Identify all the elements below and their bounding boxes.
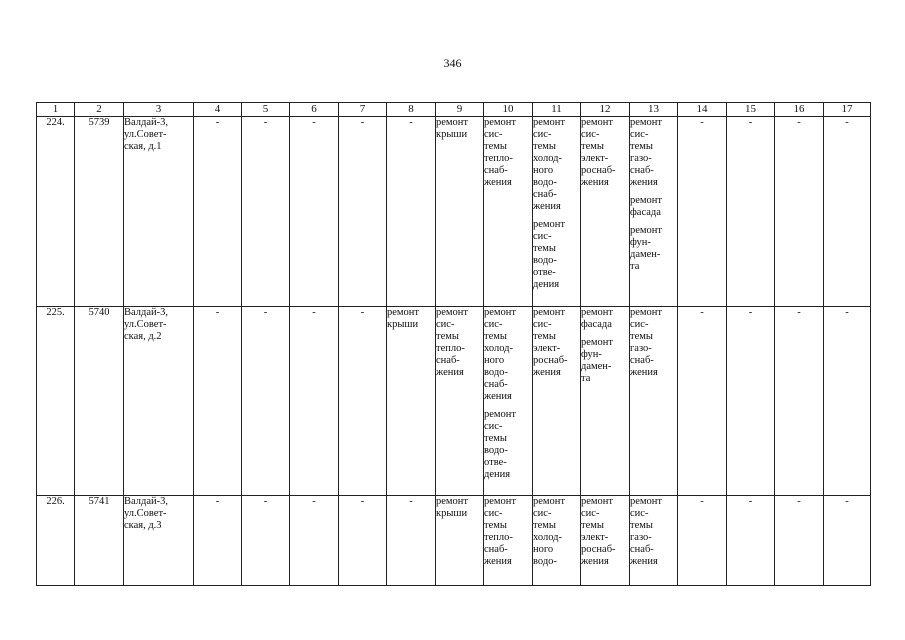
column-header: 9 [436, 103, 484, 117]
column-header: 11 [533, 103, 581, 117]
column-header: 8 [387, 103, 436, 117]
work-cell [533, 496, 581, 586]
row-code: 5741 [75, 496, 124, 586]
work-item: ремонт сис- темы водо- отве- дения [484, 409, 517, 480]
cell-dash: - [290, 117, 339, 307]
column-header: 2 [75, 103, 124, 117]
column-header: 16 [775, 103, 824, 117]
work-item: ремонт фасада [581, 307, 614, 330]
work-item: ремонт сис- темы газо- снаб- жения [630, 496, 663, 567]
work-item: ремонт сис- темы газо- снаб- жения [630, 117, 663, 188]
work-item: ремонт сис- темы тепло- снаб- жения [484, 496, 517, 567]
cell-dash: - [290, 307, 339, 496]
column-header: 3 [124, 103, 194, 117]
work-item: ремонт сис- темы холод- ного водо- снаб- жения [484, 307, 517, 402]
work-item: ремонт сис- темы элект- роснаб- жения [581, 496, 616, 567]
cell-dash: - [678, 307, 727, 496]
cell-dash: - [242, 496, 290, 586]
cell-dash: - [824, 496, 871, 586]
cell-dash: - [775, 117, 824, 307]
cell-dash: - [775, 307, 824, 496]
row-number: 225. [37, 307, 75, 496]
work-cell [630, 307, 678, 496]
work-item: ремонт фун- дамен- та [581, 337, 614, 384]
cell-dash: - [194, 117, 242, 307]
work-cell [581, 117, 630, 307]
row-code: 5739 [75, 117, 124, 307]
header-row [37, 103, 871, 117]
column-header: 5 [242, 103, 290, 117]
work-item: ремонт сис- темы холод- ного водо- снаб- жения [533, 117, 566, 212]
cell-dash: - [824, 307, 871, 496]
table-row [37, 117, 871, 307]
cell-dash: - [387, 117, 436, 307]
cell-dash: - [339, 307, 387, 496]
cell-dash: - [194, 496, 242, 586]
row-address: Валдай-3, ул.Совет- ская, д.2 [124, 307, 194, 496]
work-item: ремонт сис- темы холод- ного водо- [533, 496, 566, 567]
page-number: 346 [443, 56, 462, 70]
cell-dash: - [339, 117, 387, 307]
cell-dash: - [775, 496, 824, 586]
cell-dash: - [727, 117, 775, 307]
cell-dash: - [242, 117, 290, 307]
row-code: 5740 [75, 307, 124, 496]
work-item: ремонт сис- темы водо- отве- дения [533, 219, 566, 290]
column-header: 13 [630, 103, 678, 117]
column-header: 12 [581, 103, 630, 117]
work-item: ремонт сис- темы тепло- снаб- жения [436, 307, 469, 378]
work-cell [581, 307, 630, 496]
column-header: 17 [824, 103, 871, 117]
cell-dash: - [678, 117, 727, 307]
cell-dash: - [242, 307, 290, 496]
work-cell [630, 496, 678, 586]
work-cell [484, 307, 533, 496]
work-cell [436, 117, 484, 307]
work-item: ремонт крыши [387, 307, 420, 330]
work-item: ремонт крыши [436, 117, 469, 140]
work-cell [630, 117, 678, 307]
work-cell [436, 307, 484, 496]
column-header: 15 [727, 103, 775, 117]
work-cell [581, 496, 630, 586]
cell-dash: - [290, 496, 339, 586]
cell-dash: - [339, 496, 387, 586]
column-header: 10 [484, 103, 533, 117]
cell-dash: - [194, 307, 242, 496]
cell-dash: - [678, 496, 727, 586]
column-header: 7 [339, 103, 387, 117]
work-cell [533, 117, 581, 307]
work-item: ремонт сис- темы тепло- снаб- жения [484, 117, 517, 188]
cell-dash: - [727, 307, 775, 496]
register-table [36, 102, 871, 586]
work-item: ремонт сис- темы газо- снаб- жения [630, 307, 663, 378]
work-cell [533, 307, 581, 496]
cell-dash: - [824, 117, 871, 307]
work-item: ремонт крыши [436, 496, 469, 519]
work-item: ремонт фасада [630, 195, 663, 218]
work-cell [484, 496, 533, 586]
column-header: 1 [37, 103, 75, 117]
row-address: Валдай-3, ул.Совет- ская, д.1 [124, 117, 194, 307]
cell-dash: - [727, 496, 775, 586]
column-header: 14 [678, 103, 727, 117]
work-item: ремонт сис- темы элект- роснаб- жения [581, 117, 616, 188]
table-row [37, 307, 871, 496]
column-header: 6 [290, 103, 339, 117]
row-number: 226. [37, 496, 75, 586]
table-row [37, 496, 871, 586]
column-header: 4 [194, 103, 242, 117]
work-cell [436, 496, 484, 586]
work-item: ремонт фун- дамен- та [630, 225, 663, 272]
row-address: Валдай-3, ул.Совет- ская, д.3 [124, 496, 194, 586]
work-item: ремонт сис- темы элект- роснаб- жения [533, 307, 568, 378]
work-cell [387, 307, 436, 496]
cell-dash: - [387, 496, 436, 586]
work-cell [484, 117, 533, 307]
row-number: 224. [37, 117, 75, 307]
